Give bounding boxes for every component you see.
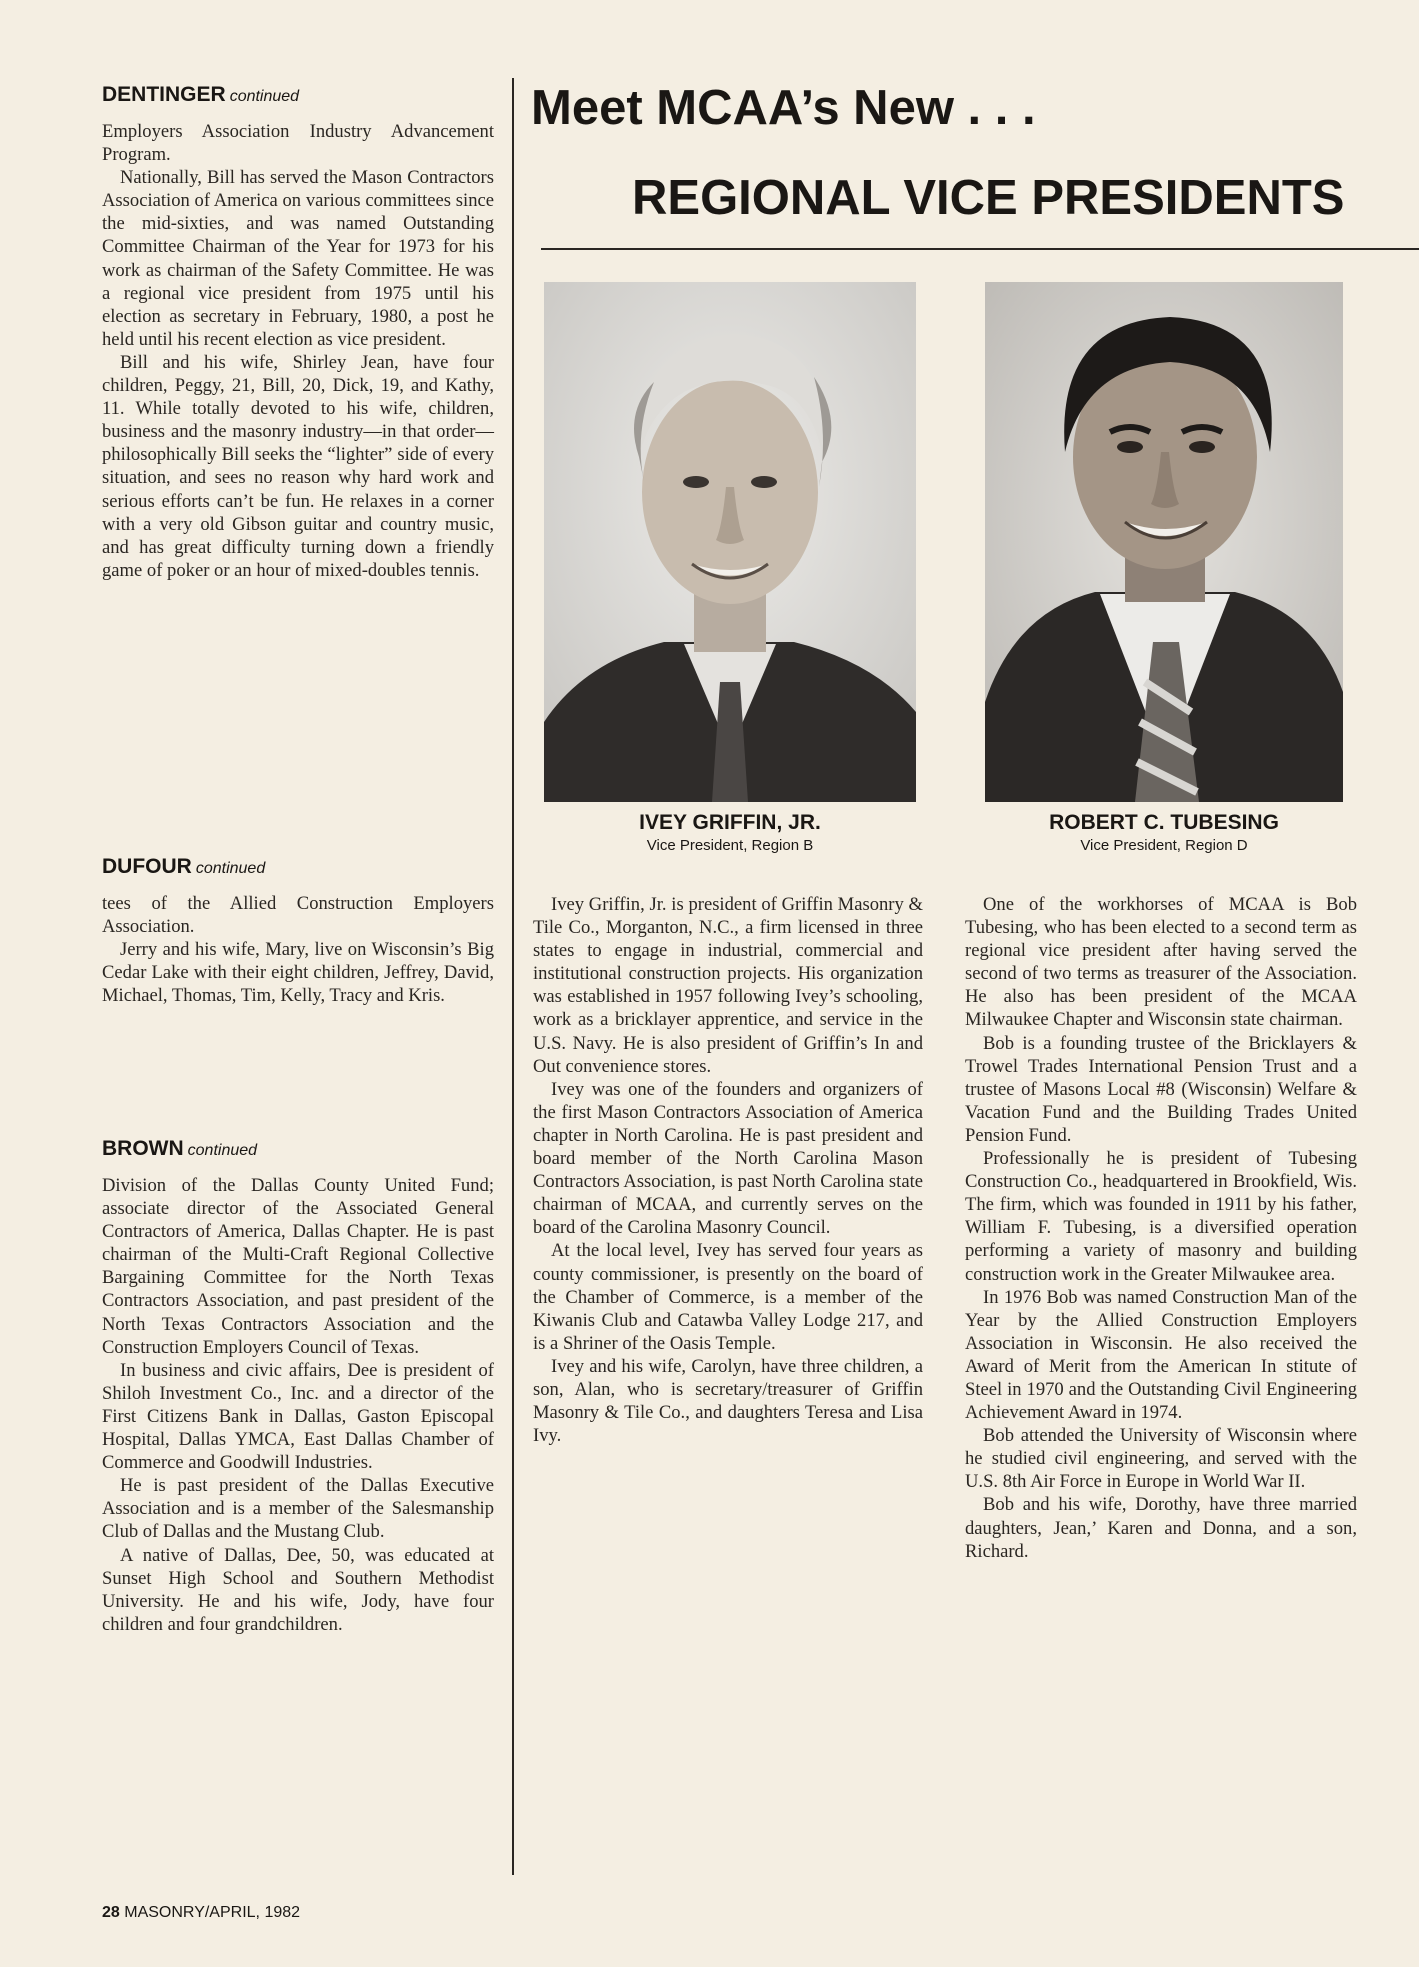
brown-heading-text: BROWN: [102, 1137, 184, 1160]
paragraph: In business and civic affairs, Dee is president of Shiloh Investment Co., Inc. and a director of the First Citizens Bank in Dallas, Gaston Episcopal Hospital, Dallas YMCA, East Dallas Chamber of Commerce and Goodwill Industries.: [102, 1359, 494, 1474]
griffin-name: IVEY GRIFFIN, JR.: [639, 811, 821, 834]
brown-continued-label: continued: [187, 1142, 258, 1159]
paragraph: Ivey Griffin, Jr. is president of Griffin Masonry & Tile Co., Morganton, N.C., a firm licensed in three states to engage in industrial, commercial and institutional construction projects. His organization was established in 1957 following Ivey’s schooling, work as a bricklayer apprentice, and service in the U.S. Navy. He is also president of Griffin’s In and Out convenience stores.: [533, 894, 923, 1077]
paragraph: Bill and his wife, Shirley Jean, have four children, Peggy, 21, Bill, 20, Dick, 19, and Kathy, 11. While totally devoted to his wife, children, business and the masonry industry—in that order—philosophically Bill seeks the “lighter” side of every situation, and sees no reason why hard work and serious efforts can’t be fun. He relaxes in a corner with a very old Gibson guitar and country music, and has great difficulty turning down a friendly game of poker or an hour of mixed-doubles tennis.: [102, 351, 494, 581]
griffin-portrait-photo: [544, 282, 916, 802]
dufour-heading: [102, 854, 494, 882]
paragraph: Division of the Dallas County United Fund; associate director of the Associated General Contractors of America, Dallas Chapter. He is past chairman of the Multi-Craft Regional Collective Bargaining Committee for the North Texas Contractors Association, and past president of the North Texas Contractors Association and the Construction Employers Council of Texas.: [102, 1175, 494, 1358]
paragraph: Ivey was one of the founders and organizers of the first Mason Contractors Association of America chapter in North Carolina. He is past president and board member of the North Carolina Mason Contractors Association, is past North Carolina state chairman of MCAA, and currently serves on the board of the Carolina Masonry Council.: [533, 1078, 923, 1239]
headline-line-1: Meet MCAA’s New . . .: [531, 81, 1036, 135]
column-divider: [512, 78, 514, 1875]
tubesing-caption: [985, 810, 1343, 856]
paragraph: Ivey and his wife, Carolyn, have three children, a son, Alan, who is secretary/treasurer of Griffin Masonry & Tile Co., and daughters Teresa and Lisa Ivy.: [533, 1355, 923, 1447]
paragraph: He is past president of the Dallas Executive Association and is a member of the Salesmanship Club of Dallas and the Mustang Club.: [102, 1475, 494, 1543]
paragraph: A native of Dallas, Dee, 50, was educated at Sunset High School and Southern Methodist University. He and his wife, Jody, have four children and four grandchildren.: [102, 1544, 494, 1635]
page-number: 28: [102, 1904, 120, 1921]
tubesing-body: [965, 893, 1357, 1563]
headline-rule: [541, 248, 1419, 250]
dentinger-heading-text: DENTINGER: [102, 83, 226, 106]
dentinger-continued-label: continued: [229, 88, 300, 105]
dentinger-body: [102, 120, 494, 582]
tubesing-portrait-photo: [985, 282, 1343, 802]
griffin-title: Vice President, Region B: [646, 837, 814, 854]
dufour-continued-label: continued: [195, 860, 266, 877]
paragraph: Bob is a founding trustee of the Bricklayers & Trowel Trades International Pension Trust and a trustee of Masons Local #8 (Wisconsin) Welfare & Vacation Fund and the Building Trades United Pension Fund.: [965, 1032, 1357, 1146]
dufour-section: [102, 854, 494, 1007]
paragraph: At the local level, Ivey has served four years as county commissioner, is presently on the board of the Chamber of Commerce, is a member of the Kiwanis Club and Catawba Valley Lodge 217, and is a Shriner of the Oasis Temple.: [533, 1240, 923, 1354]
paragraph: Bob and his wife, Dorothy, have three married daughters, Jean,’ Karen and Donna, and a son, Richard.: [965, 1494, 1357, 1562]
brown-heading: [102, 1136, 494, 1164]
griffin-caption: [544, 810, 916, 856]
brown-body: [102, 1174, 494, 1636]
tubesing-title: Vice President, Region D: [1080, 837, 1248, 854]
dentinger-section: [102, 82, 494, 582]
brown-section: [102, 1136, 494, 1636]
paragraph: tees of the Allied Construction Employers Association.: [102, 893, 494, 938]
paragraph: Professionally he is president of Tubesing Construction Co., headquartered in Brookfield, Wis. The firm, which was founded in 1911 by his father, William F. Tubesing, is a diversified operation performing a variety of masonry and building construction work in the Greater Milwaukee area.: [965, 1148, 1357, 1285]
paragraph: Employers Association Industry Advancement Program.: [102, 121, 494, 166]
dufour-body: [102, 892, 494, 1007]
page-footer: [102, 1904, 300, 1922]
paragraph: One of the workhorses of MCAA is Bob Tubesing, who has been elected to a second term as regional vice president after having served the second of two terms as treasurer of the Association. He also has been president of the MCAA Milwaukee Chapter and Wisconsin state chairman.: [965, 894, 1357, 1031]
publication-label: MASONRY/APRIL, 1982: [124, 1904, 301, 1921]
paragraph: In 1976 Bob was named Construction Man of the Year by the Allied Construction Employers Association in Wisconsin. He also received the Award of Merit from the American In stitute of Steel in 1970 and the Outstanding Civil Engineering Achievement Award in 1974.: [965, 1286, 1357, 1424]
tubesing-name: ROBERT C. TUBESING: [1049, 811, 1279, 834]
paragraph: Jerry and his wife, Mary, live on Wisconsin’s Big Cedar Lake with their eight children, Jeffrey, David, Michael, Thomas, Tim, Kelly, Tracy and Kris.: [102, 939, 494, 1007]
dentinger-heading: [102, 82, 494, 110]
griffin-body: [533, 893, 923, 1447]
paragraph: Bob attended the University of Wisconsin where he studied civil engineering, and served with the U.S. 8th Air Force in Europe in World War II.: [965, 1425, 1357, 1493]
paragraph: Nationally, Bill has served the Mason Contractors Association of America on various committees since the mid-sixties, and was named Outstanding Committee Chairman of the Year for 1973 for his work as chairman of the Safety Committee. He was a regional vice president from 1975 until his election as secretary in February, 1980, a post he held until his recent election as vice president.: [102, 167, 494, 350]
dufour-heading-text: DUFOUR: [102, 855, 192, 878]
headline-line-2: REGIONAL VICE PRESIDENTS: [632, 171, 1345, 225]
